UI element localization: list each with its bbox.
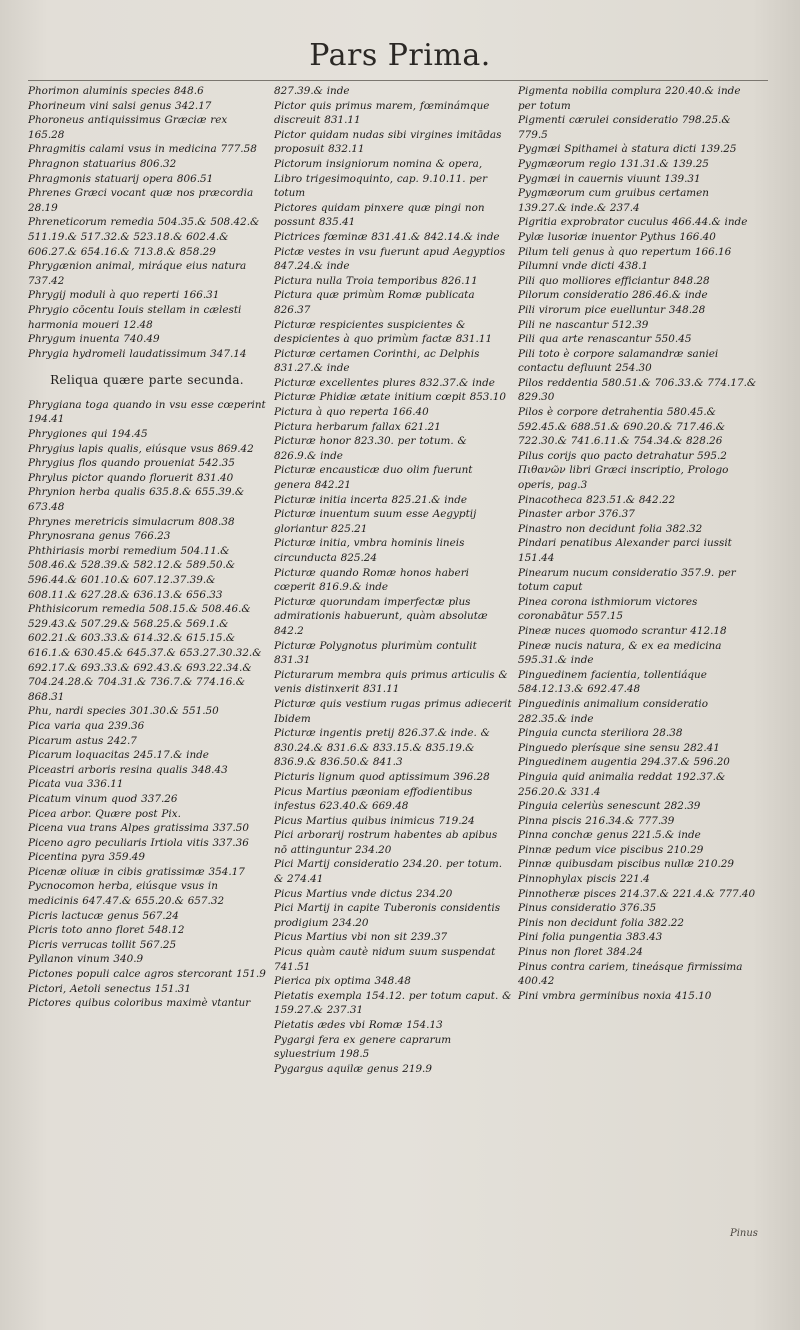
index-entry: Phrenes Græci vocant quæ nos præcordia 28.19 [28,187,254,214]
index-entry: Pinna piscis 216.34.& 777.39 [518,814,675,827]
index-entry: Pinnophylax piscis 221.4 [518,873,650,886]
index-entry: Pilos è corpore detrahentia 580.45.& 592.45.& 688.51.& 690.20.& 717.46.& 722.30.& 741.6.11.& 754.34.& 828.26 [518,406,726,448]
index-entry: Pietatis ædes vbi Romæ 154.13 [274,1019,443,1031]
index-entry: Pinna conchæ genus 221.5.& inde [518,829,701,842]
index-entry: Pili ne nascantur 512.39 [518,318,649,331]
index-entry: Phorineum vini salsi genus 342.17 [28,99,212,112]
index-entry: Phoroneus antiquissimus Græciæ rex 165.28 [28,114,228,141]
index-entry: Phrygum inuenta 740.49 [28,333,160,346]
index-entry: Pinis non decidunt folia 382.22 [518,916,684,929]
index-entry: Picturæ Phidiæ ætate initium cœpit 853.10 [274,391,506,404]
index-entry: Phrynes meretricis simulacrum 808.38 [28,515,235,528]
index-entry: Picarum astus 242.7 [28,734,137,747]
index-entry: Picturæ quis vestium rugas primus adiecerit Ibidem [274,697,512,725]
index-entry: Pilum teli genus à quo repertum 166.16 [518,245,732,258]
index-entry: Pili virorum pice euelluntur 348.28 [518,303,706,316]
index-entry: Picturæ initia, vmbra hominis lineis circunducta 825.24 [274,537,465,564]
index-entry: Pilos reddentia 580.51.& 706.33.& 774.17.& 829.30 [518,376,757,404]
index-column-2 [274,84,512,1299]
index-entry: Pici arborarij rostrum habentes ab apibus nō attinguntur 234.20 [274,829,498,856]
index-entry: Pictones populi calce agros stercorant 151.9 [28,968,266,981]
index-entry: 827.39.& inde [274,85,350,97]
index-entry: Picentina pyra 359.49 [28,851,146,864]
index-entry: Pinguia quid animalia reddat 192.37.& 256.20.& 331.4 [518,770,726,798]
index-entry: Pinastro non decidunt folia 382.32 [518,522,703,535]
index-entry: Phrygænion animal, miráque eius natura 737.42 [28,260,247,287]
index-entry: Picus Martius vbi non sit 239.37 [274,931,448,944]
index-entry: Pictrices fœminæ 831.41.& 842.14.& inde [274,230,500,243]
index-entry: Pictores quidam pinxere quæ pingi non possunt 835.41 [274,201,485,229]
index-entry: Pictorum insigniorum nomina & opera, Libro trigesimoquinto, cap. 9.10.11. per totum [274,157,488,200]
index-entry: Picus Martius vnde dictus 234.20 [274,887,453,900]
index-entry: Pygmæorum cum gruibus certamen 139.27.& inde.& 237.4 [518,187,709,214]
index-entry: Pictura quæ primùm Romæ publicata 826.37 [274,289,475,316]
index-entry: Pinguedo plerísque sine sensu 282.41 [518,741,720,754]
index-entry: Pilorum consideratio 286.46.& inde [518,289,708,302]
index-entry: Πιθανῶν libri Græci inscriptio, Prologo operis, pag.3 [518,464,729,492]
index-entry: Picus Martius pæoniam effodientibus infestus 623.40.& 669.48 [274,785,473,813]
index-entry: Picus Martius quibus inimicus 719.24 [274,814,475,827]
index-entry: Pineæ nucis natura, & ex ea medicina 595.31.& inde [518,639,722,667]
index-entry: Pierica pix optima 348.48 [274,975,411,988]
index-entry: Pinus contra cariem, tineásque firmissima 400.42 [518,960,743,988]
index-entry: Phragmonis statuarij opera 806.51 [28,172,214,185]
index-entry: Pylæ lusoriæ inuentor Pythus 166.40 [518,230,716,243]
index-entry: Pinus non floret 384.24 [518,946,643,959]
index-entry: Pinacotheca 823.51.& 842.22 [518,493,676,506]
index-entry: Pilumni vnde dicti 438.1 [518,260,649,273]
index-entry: Picena vua trans Alpes gratissima 337.50 [28,822,249,835]
index-entry: Pili quo molliores efficiantur 848.28 [518,274,710,287]
index-entry: Picturæ certamen Corinthi, ac Delphis 831.27.& inde [274,347,480,375]
index-entry: Picea arbor. Quære post Pix. [28,807,181,820]
index-entry: Pinguia celeriùs senescunt 282.39 [518,800,701,813]
index-entry: Pygmæorum regio 131.31.& 139.25 [518,157,709,170]
index-entry: Pinguedinem facientia, tollentiáque 584.12.13.& 692.47.48 [518,668,707,696]
index-entry: Picturæ quando Romæ honos haberi cœperit 816.9.& inde [274,566,469,594]
index-entry: Picturarum membra quis primus articulis & venis distinxerit 831.11 [274,668,508,696]
index-entry: Pici Martij consideratio 234.20. per totum. & 274.41 [274,858,503,886]
index-entry: Pinguedinis animalium consideratio 282.35.& inde [518,697,709,725]
index-entry: Picarum loquacitas 245.17.& inde [28,749,209,762]
index-entry: Picus quàm cautè nidum suum suspendat 741.51 [274,946,496,973]
index-entry: Phrygio cōcentu Iouis stellam in cælesti harmonia moueri 12.48 [28,303,242,331]
index-entry: Pinaster arbor 376.37 [518,508,635,521]
index-entry: Pygmæi in cauernis viuunt 139.31 [518,172,701,185]
index-entry: Pictori, Aetoli senectus 151.31 [28,982,191,995]
index-entry: Pyllanon vinum 340.9 [28,953,144,966]
index-entry: Phthiriasis morbi remedium 504.11.& 508.46.& 528.39.& 582.12.& 589.50.& 596.44.& 601.10.& 607.12.37.39.& 608.11.& 627.28.& 636.13.& 656.33 [28,544,236,601]
index-entry: Pili qua arte renascantur 550.45 [518,333,692,346]
index-entry: Pinnotheræ pisces 214.37.& 221.4.& 777.40 [518,887,756,900]
index-entry: Phrygius flos quando proueniat 542.35 [28,457,235,470]
index-entry: Pini folia pungentia 383.43 [518,931,663,944]
index-entry: Pica varia qua 239.36 [28,719,145,732]
index-entry: Pigmenta nobilia complura 220.40.& inde per totum [518,85,741,112]
index-entry: Pilus corijs quo pacto detrahatur 595.2 [518,449,727,462]
index-entry: Picris verrucas tollit 567.25 [28,938,177,951]
page-title: Pars Prima. [309,38,491,73]
index-entry: Phreneticorum remedia 504.35.& 508.42.& 511.19.& 517.32.& 523.18.& 602.4.& 606.27.& 654.16.& 713.8.& 858.29 [28,216,260,258]
index-entry: Picturæ quorundam imperfectæ plus admirationis habuerunt, quàm absolutæ 842.2 [274,595,488,637]
index-entry: Pinguedinem augentia 294.37.& 596.20 [518,756,730,769]
index-entry: Pinnæ quibusdam piscibus nullæ 210.29 [518,858,734,871]
index-entry: Pici Martij in capite Tuberonis considentis prodigium 234.20 [274,902,501,929]
index-entry: Picatum vinum quod 337.26 [28,792,178,805]
index-entry: Picturæ Polygnotus plurimùm contulit 831.31 [274,639,477,667]
index-entry: Pygargi fera ex genere caprarum syluestrium 198.5 [274,1033,452,1061]
index-entry: Pictura nulla Troia temporibus 826.11 [274,274,478,287]
index-entry: Phthisicorum remedia 508.15.& 508.46.& 529.43.& 507.29.& 568.25.& 569.1.& 602.21.& 603.33.& 614.32.& 615.15.& 616.1.& 630.45.& 645.37.& 653.27.30.32.& 692.17.& 693.33.& 692.43.& 693.22.34.& 704.24.28.& 704.31.& 736.7.& 774.16.& 868.31 [28,603,262,703]
index-entry: Pictor quidam nudas sibi virgines imitādas proposuit 832.11 [274,128,502,156]
index-column-1 [28,84,266,1299]
index-entry: Phrylus pictor quando floruerit 831.40 [28,471,234,484]
index-entry: Pini vmbra germinibus noxia 415.10 [518,989,712,1002]
index-entry: Picturæ inuentum suum esse Aegyptij gloriantur 825.21 [274,508,477,535]
index-entry: Picris toto anno floret 548.12 [28,924,185,937]
index-entry: Pictæ vestes in vsu fuerunt apud Aegyptios 847.24.& inde [274,245,506,273]
cross-reference-note: Reliqua quære parte secunda. [50,373,244,388]
index-entry: Pinea corona isthmiorum victores coronabātur 557.15 [518,595,698,623]
index-entry: Phrygius lapis qualis, eiúsque vsus 869.42 [28,442,254,455]
index-entry: Piceastri arboris resina qualis 348.43 [28,763,228,776]
index-entry: Pictores quibus coloribus maximè vtantur [28,997,251,1010]
index-entry: Picris lactucæ genus 567.24 [28,909,179,922]
index-entry: Pictor quis primus marem, fœminámque discreuit 831.11 [274,99,490,127]
index-entry: Phrygiones qui 194.45 [28,428,148,441]
index-entry: Phorimon aluminis species 848.6 [28,85,204,97]
index-entry: Phrygia hydromeli laudatissimum 347.14 [28,347,247,360]
index-entry: Phragnon statuarius 806.32 [28,157,177,170]
index-entry: Picata vua 336.11 [28,778,124,791]
index-entry: Pygargus aquilæ genus 219.9 [274,1062,432,1075]
index-entry: Pygmæi Spithamei à statura dicti 139.25 [518,143,737,156]
index-entry: Pigritia exprobrator cuculus 466.44.& inde [518,216,748,229]
index-entry: Picturæ encausticæ duo olim fuerunt genera 842.21 [274,464,473,492]
index-entry: Pictura herbarum fallax 621.21 [274,420,441,433]
index-entry: Pinnæ pedum vice piscibus 210.29 [518,843,704,856]
index-entry: Pigmenti cærulei consideratio 798.25.& 779.5 [518,114,731,141]
index-entry: Phrygij moduli à quo reperti 166.31 [28,289,220,302]
index-entry: Phrygiana toga quando in vsu esse cœperint 194.41 [28,398,266,426]
index-entry: Picturæ initia incerta 825.21.& inde [274,493,468,506]
catchword: Pinus [730,1228,758,1239]
index-entry: Picturis lignum quod aptissimum 396.28 [274,770,490,783]
index-entry: Picturæ respicientes suspicientes & despicientes à quo primùm factæ 831.11 [274,318,493,346]
index-entry: Picturæ honor 823.30. per totum. & 826.9.& inde [274,435,467,462]
index-entry: Phrynion herba qualis 635.8.& 655.39.& 673.48 [28,486,245,514]
index-entry: Piceno agro peculiaris Irtiola vitis 337.36 [28,836,249,849]
index-entry: Phrynosrana genus 766.23 [28,530,171,543]
index-column-3 [518,84,758,1299]
header-rule [28,80,768,81]
index-entry: Pinus consideratio 376.35 [518,902,657,915]
index-entry: Pictura à quo reperta 166.40 [274,406,429,419]
index-entry: Pineæ nuces quomodo scrantur 412.18 [518,624,727,637]
index-entry: Pili toto è corpore salamandræ saniei contactu defluunt 254.30 [518,347,719,375]
index-entry: Pinearum nucum consideratio 357.9. per totum caput [518,566,736,594]
index-entry: Pycnocomon herba, eiúsque vsus in medicinis 647.47.& 655.20.& 657.32 [28,880,225,908]
index-entry: Phu, nardi species 301.30.& 551.50 [28,705,219,718]
index-entry: Pinguia cuncta steriliora 28.38 [518,727,683,740]
index-entry: Pindari penatibus Alexander parci iussit 151.44 [518,537,732,564]
index-entry: Picturæ ingentis pretij 826.37.& inde. & 830.24.& 831.6.& 833.15.& 835.19.& 836.9.& 836.50.& 841.3 [274,727,490,769]
index-entry: Phragmitis calami vsus in medicina 777.58 [28,143,257,156]
index-entry: Picturæ excellentes plures 832.37.& inde [274,376,495,389]
index-entry: Picenæ oliuæ in cibis gratissimæ 354.17 [28,865,245,878]
index-entry: Pietatis exempla 154.12. per totum caput. & 159.27.& 237.31 [274,989,512,1017]
